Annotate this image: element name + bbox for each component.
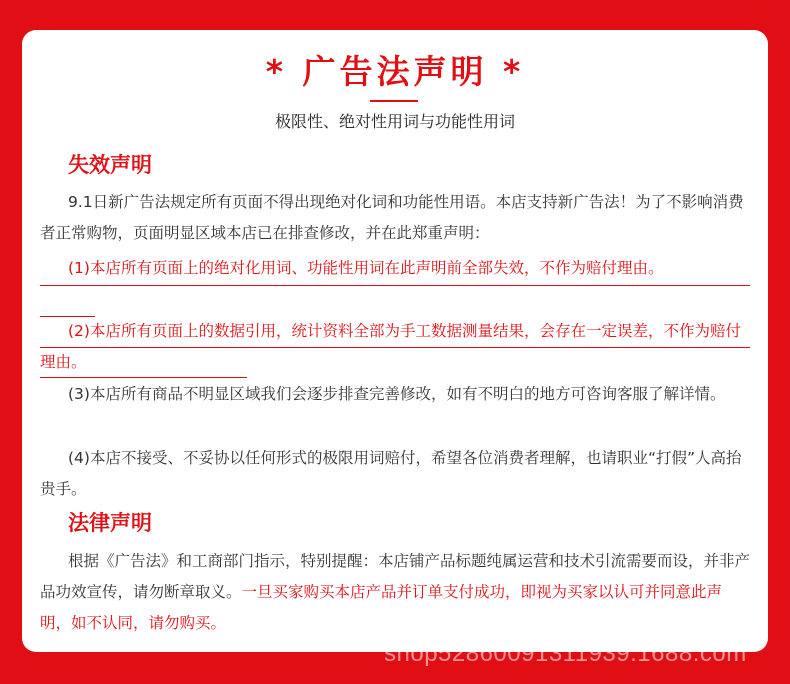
section2-red-text: 一旦买家购买本店产品并订单支付成功，即视为买家以认可并同意此声明，如不认同，请勿购买。 xyxy=(40,583,723,632)
section2-text xyxy=(40,546,752,639)
section1-item3-text: (3)本店所有商品不明显区域我们会逐步排查完善修改，如有不明白的地方可咨询客服了解详情。 xyxy=(68,385,726,403)
section1-item3 xyxy=(40,379,752,410)
section1-item1-text: (1)本店所有页面上的绝对化用词、功能性用词在此声明前全部失效，不作为赔付理由。 xyxy=(68,259,664,277)
section-heading-invalid: 失效声明 xyxy=(68,153,152,177)
item2-rule xyxy=(40,347,750,348)
notice-card xyxy=(22,30,768,652)
section1-intro-text: 9.1日新广告法规定所有页面不得出现绝对化词和功能性用语。本店支持新广告法！为了不影响消费者正常购物，页面明显区域本店已在排查修改，并在此郑重声明： xyxy=(40,193,744,242)
page-title: * 广告法声明 * xyxy=(265,52,525,91)
item1-rule xyxy=(40,285,750,286)
title-underline xyxy=(370,100,418,102)
section-heading-legal: 法律声明 xyxy=(68,511,152,535)
section1-intro xyxy=(40,187,752,249)
shop-watermark: shop52860091311939.1688.com xyxy=(384,640,747,667)
section1-item4 xyxy=(40,443,752,505)
item2-rule-end xyxy=(40,377,247,378)
section1-item2-text: (2)本店所有页面上的数据引用，统计资料全部为手工数据测量结果，会存在一定误差，不作为赔付理由。 xyxy=(40,322,741,371)
section2-normal-text: 根据《广告法》和工商部门指示，特别提醒：本店铺产品标题纯属运营和技术引流需要而设，并非产品功效宣传，请勿断章取义。 xyxy=(40,552,751,601)
section1-item1 xyxy=(40,253,752,284)
section1-item4-text: (4)本店不接受、不妥协以任何形式的极限用词赔付，希望各位消费者理解，也请职业“打假”人高抬贵手。 xyxy=(40,449,742,498)
page-subtitle: 极限性、绝对性用词与功能性用词 xyxy=(274,112,515,131)
